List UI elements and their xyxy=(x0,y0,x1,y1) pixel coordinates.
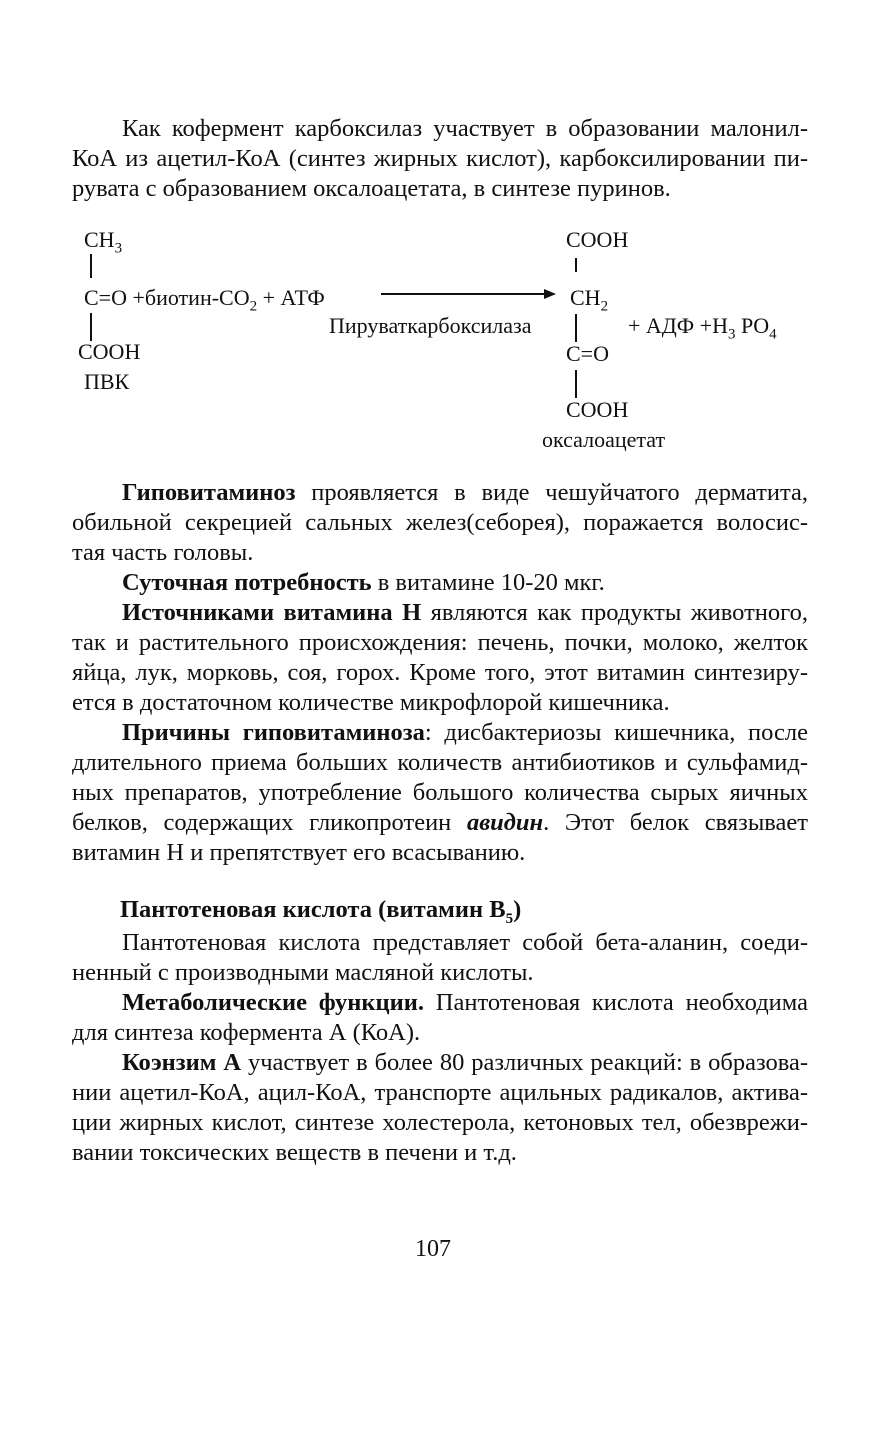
coenzyme-line-2: нии ацетил-КоА, ацил-КоА, транспорте ацильных радикалов, актива- xyxy=(72,1079,808,1106)
sources-line-4: ется в достаточном количестве микрофлорой кишечника. xyxy=(72,689,670,716)
intro-line-2: КоА из ацетил-КоА (синтез жирных кислот), карбоксилировании пи- xyxy=(72,145,808,172)
causes-line-2: длительного приема больших количеств антибиотиков и сульфамид- xyxy=(72,749,808,776)
causes-paragraph: Причины гиповитаминоза: дисбактериозы кишечника, после длительного приема больших количеств антибиотиков и сульфамид- ных препаратов, употребление большого количества сырых яичных белков, содержащих гликопротеин авидин. Этот белок связывает витамин H и препятствует его всасыванию. xyxy=(72,719,808,866)
products: + АДФ $+H_3$ $PO_4$ xyxy=(628,313,777,343)
coenzyme-term: Коэнзим А xyxy=(122,1049,242,1076)
intro-line-3: рувата с образованием оксалоацетата, в синтезе пуринов. xyxy=(72,175,671,202)
coenzyme-paragraph: Коэнзим А участвует в более 80 различных реакций: в образова- нии ацетил-КоА, ацил-КоА, транспорте ацильных радикалов, актива- ции жирных кислот, синтезе холестерола, кетоновых тел, обезврежи- вании токсических веществ в печени и т.д. xyxy=(72,1049,809,1166)
left-cooh: COOH xyxy=(78,339,141,364)
avidin-term: авидин xyxy=(466,809,544,836)
left-ch3: $CH_3$ xyxy=(84,227,123,257)
metabolic-line-2: для синтеза кофермента А (КоА). xyxy=(72,1019,421,1046)
pantothenic-paragraph xyxy=(72,928,808,988)
pantothenic-line-2: ненный с производными масляной кислоты. xyxy=(72,959,534,986)
left-name: ПВК xyxy=(84,369,130,394)
coenzyme-line-3: ции жирных кислот, синтезе холестерола, кетоновых тел, обезврежи- xyxy=(72,1109,808,1136)
left-main: $C=O +биотин-CO_2$ + АТФ xyxy=(84,285,325,315)
pantothenic-heading: Пантотеновая кислота (витамин $B_5$) xyxy=(120,896,522,927)
hypovitaminosis-term: Гиповитаминоз xyxy=(122,479,296,506)
right-co: C=O xyxy=(566,341,609,366)
intro-line-1: Как кофермент карбоксилаз участвует в образовании малонил- xyxy=(122,115,808,142)
right-cooh-bottom: COOH xyxy=(566,397,629,422)
pantothenic-line-1: Пантотеновая кислота представляет собой бета-аланин, соеди- xyxy=(122,929,808,956)
sources-line-2: так и растительного происхождения: печень, почки, молоко, желток xyxy=(72,629,808,656)
right-bond-1 xyxy=(575,258,577,272)
right-name: оксалоацетат xyxy=(542,427,666,452)
causes-line-3: ных препаратов, употребление большого количества сырых яичных xyxy=(72,779,808,806)
sources-term: Источниками витамина H xyxy=(122,599,422,626)
daily-requirement-paragraph: Суточная потребность в витамине 10-20 мкг. xyxy=(122,569,605,596)
hypovitaminosis-paragraph: Гиповитаминоз проявляется в виде чешуйчатого дерматита, обильной секрецией сальных желез(себорея), поражается волосис- тая часть головы. xyxy=(72,479,808,566)
coenzyme-line-4: вании токсических веществ в печени и т.д. xyxy=(72,1139,517,1166)
daily-requirement-term: Суточная потребность xyxy=(122,569,372,596)
causes-term: Причины гиповитаминоза xyxy=(122,719,425,746)
hypovitaminosis-line-3: тая часть головы. xyxy=(72,539,254,566)
sources-paragraph: Источниками витамина H являются как продукты животного, так и растительного происхождения: печень, почки, молоко, желток яйца, лук, морковь, соя, горох. Кроме того, этот витамин синтезиру- ется в достаточном количестве микрофлорой кишечника. xyxy=(72,599,808,716)
hypovitaminosis-line-2: обильной секрецией сальных желез(себорея), поражается волосис- xyxy=(72,509,808,536)
right-cooh-top: COOH xyxy=(566,227,629,252)
page-number: 107 xyxy=(415,1236,451,1262)
causes-line-5: витамин H и препятствует его всасыванию. xyxy=(72,839,526,866)
right-ch2: $CH_2$ xyxy=(570,285,609,315)
sources-line-3: яйца, лук, морковь, соя, горох. Кроме того, этот витамин синтезиру- xyxy=(72,659,808,686)
right-bond-2 xyxy=(575,314,577,342)
metabolic-term: Метаболические функции. xyxy=(122,989,425,1016)
enzyme-label: Пируваткарбоксилаза xyxy=(329,313,532,338)
metabolic-paragraph: Метаболические функции. Пантотеновая кислота необходима для синтеза кофермента А (КоА). xyxy=(72,989,808,1046)
right-bond-3 xyxy=(575,370,577,398)
